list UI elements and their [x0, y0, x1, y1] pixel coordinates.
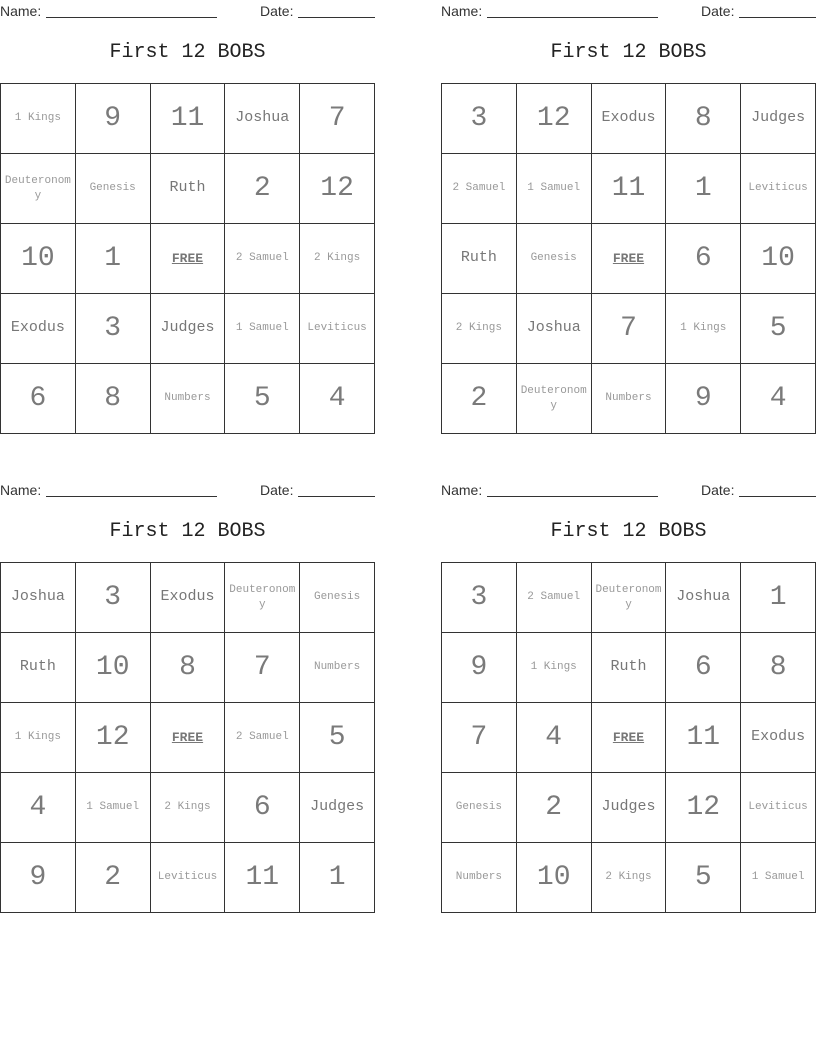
- bingo-cell: Leviticus: [151, 843, 226, 913]
- bingo-cell: 9: [666, 364, 741, 434]
- bingo-cell: 7: [300, 84, 375, 154]
- bingo-cell: Deuteronomy: [592, 563, 667, 633]
- bingo-cell: 10: [76, 633, 151, 703]
- bingo-cell: 1 Samuel: [225, 294, 300, 364]
- bingo-cell: 12: [666, 773, 741, 843]
- bingo-cell: 2: [442, 364, 517, 434]
- name-blank-line: [46, 17, 217, 18]
- bingo-cell: 2: [517, 773, 592, 843]
- bingo-grid: [441, 83, 816, 434]
- bingo-cell: 10: [1, 224, 76, 294]
- bingo-cell: 5: [666, 843, 741, 913]
- bingo-cell: Genesis: [517, 224, 592, 294]
- bingo-cell: 1 Kings: [517, 633, 592, 703]
- bingo-cell: Joshua: [517, 294, 592, 364]
- bingo-grid: [0, 562, 375, 913]
- name-blank-line: [46, 496, 217, 497]
- bingo-cell: Ruth: [1, 633, 76, 703]
- bingo-cell: 4: [1, 773, 76, 843]
- card-header: [0, 479, 375, 501]
- bingo-cell: 2 Samuel: [225, 703, 300, 773]
- bingo-card: [0, 479, 375, 893]
- bingo-cell: 7: [442, 703, 517, 773]
- bingo-grid: [0, 83, 375, 434]
- bingo-cell: 1 Kings: [1, 703, 76, 773]
- bingo-cell: Judges: [592, 773, 667, 843]
- bingo-cell: Genesis: [300, 563, 375, 633]
- bingo-cell: 7: [225, 633, 300, 703]
- bingo-cell: 5: [741, 294, 816, 364]
- bingo-cell: 1: [300, 843, 375, 913]
- bingo-cell: Leviticus: [300, 294, 375, 364]
- name-blank-line: [487, 17, 658, 18]
- bingo-cell: 6: [225, 773, 300, 843]
- bingo-cell: 1 Samuel: [741, 843, 816, 913]
- bingo-grid: [441, 562, 816, 913]
- card-header: [0, 0, 375, 22]
- date-blank-line: [739, 17, 816, 18]
- name-label: Name:: [0, 482, 42, 498]
- date-blank-line: [298, 17, 375, 18]
- bingo-cell: Exodus: [1, 294, 76, 364]
- bingo-cell: 9: [1, 843, 76, 913]
- bingo-cell: 2 Kings: [151, 773, 226, 843]
- card-title: First 12 BOBS: [109, 520, 266, 543]
- card-header: [441, 479, 816, 501]
- bingo-cell: Numbers: [300, 633, 375, 703]
- bingo-cell: 2 Kings: [592, 843, 667, 913]
- bingo-cell: 2 Samuel: [517, 563, 592, 633]
- card-title: First 12 BOBS: [550, 520, 707, 543]
- name-label: Name:: [0, 3, 42, 19]
- bingo-cell: 4: [517, 703, 592, 773]
- bingo-cell: 3: [442, 563, 517, 633]
- bingo-cell: Numbers: [151, 364, 226, 434]
- bingo-cell: 10: [517, 843, 592, 913]
- bingo-cell: Judges: [741, 84, 816, 154]
- card-title: First 12 BOBS: [550, 41, 707, 64]
- bingo-cell: 11: [666, 703, 741, 773]
- bingo-cell: 2 Samuel: [225, 224, 300, 294]
- date-blank-line: [739, 496, 816, 497]
- bingo-card: [441, 479, 816, 893]
- free-space-cell: FREE: [592, 703, 667, 773]
- bingo-cell: Leviticus: [741, 154, 816, 224]
- bingo-cell: 10: [741, 224, 816, 294]
- bingo-cell: Judges: [300, 773, 375, 843]
- free-space-cell: FREE: [151, 224, 226, 294]
- bingo-cell: 2 Samuel: [442, 154, 517, 224]
- bingo-cell: 1 Kings: [666, 294, 741, 364]
- bingo-cell: Ruth: [442, 224, 517, 294]
- bingo-cell: 8: [741, 633, 816, 703]
- bingo-cell: Genesis: [442, 773, 517, 843]
- bingo-cell: 12: [76, 703, 151, 773]
- bingo-cell: 1 Kings: [1, 84, 76, 154]
- name-label: Name:: [441, 482, 483, 498]
- bingo-cell: Ruth: [151, 154, 226, 224]
- bingo-cell: 11: [151, 84, 226, 154]
- date-label: Date:: [701, 482, 735, 498]
- bingo-cell: 12: [517, 84, 592, 154]
- bingo-cell: 5: [300, 703, 375, 773]
- bingo-cell: 2: [76, 843, 151, 913]
- bingo-cell: Joshua: [666, 563, 741, 633]
- bingo-cell: 1: [741, 563, 816, 633]
- bingo-cell: Joshua: [1, 563, 76, 633]
- bingo-cell: 9: [76, 84, 151, 154]
- bingo-cell: Numbers: [592, 364, 667, 434]
- date-blank-line: [298, 496, 375, 497]
- bingo-cell: Judges: [151, 294, 226, 364]
- bingo-cell: 9: [442, 633, 517, 703]
- bingo-cell: 7: [592, 294, 667, 364]
- bingo-cell: 6: [666, 633, 741, 703]
- bingo-cell: 4: [741, 364, 816, 434]
- bingo-cell: 8: [76, 364, 151, 434]
- bingo-cell: Numbers: [442, 843, 517, 913]
- bingo-card: [0, 0, 375, 414]
- bingo-cell: Deuteronomy: [225, 563, 300, 633]
- free-space-cell: FREE: [592, 224, 667, 294]
- bingo-cell: 3: [76, 563, 151, 633]
- bingo-cell: 3: [442, 84, 517, 154]
- name-label: Name:: [441, 3, 483, 19]
- bingo-cell: 12: [300, 154, 375, 224]
- date-label: Date:: [701, 3, 735, 19]
- bingo-cell: 1 Samuel: [76, 773, 151, 843]
- bingo-card: [441, 0, 816, 414]
- bingo-cell: Exodus: [741, 703, 816, 773]
- bingo-cell: 6: [666, 224, 741, 294]
- bingo-cell: 2 Kings: [300, 224, 375, 294]
- bingo-cell: Joshua: [225, 84, 300, 154]
- bingo-cell: Deuteronomy: [517, 364, 592, 434]
- bingo-cell: 5: [225, 364, 300, 434]
- card-title: First 12 BOBS: [109, 41, 266, 64]
- bingo-cell: Deuteronomy: [1, 154, 76, 224]
- bingo-cell: 4: [300, 364, 375, 434]
- card-header: [441, 0, 816, 22]
- bingo-cell: 2 Kings: [442, 294, 517, 364]
- bingo-cell: 8: [151, 633, 226, 703]
- free-space-cell: FREE: [151, 703, 226, 773]
- bingo-cell: 6: [1, 364, 76, 434]
- bingo-cell: Exodus: [592, 84, 667, 154]
- bingo-cell: 2: [225, 154, 300, 224]
- name-blank-line: [487, 496, 658, 497]
- bingo-cell: 1: [666, 154, 741, 224]
- date-label: Date:: [260, 482, 294, 498]
- bingo-cell: Genesis: [76, 154, 151, 224]
- bingo-cell: 3: [76, 294, 151, 364]
- bingo-cell: 8: [666, 84, 741, 154]
- bingo-cell: Leviticus: [741, 773, 816, 843]
- bingo-cell: 11: [592, 154, 667, 224]
- bingo-cell: 1: [76, 224, 151, 294]
- bingo-cell: 11: [225, 843, 300, 913]
- bingo-cell: Exodus: [151, 563, 226, 633]
- date-label: Date:: [260, 3, 294, 19]
- bingo-cell: 1 Samuel: [517, 154, 592, 224]
- bingo-cell: Ruth: [592, 633, 667, 703]
